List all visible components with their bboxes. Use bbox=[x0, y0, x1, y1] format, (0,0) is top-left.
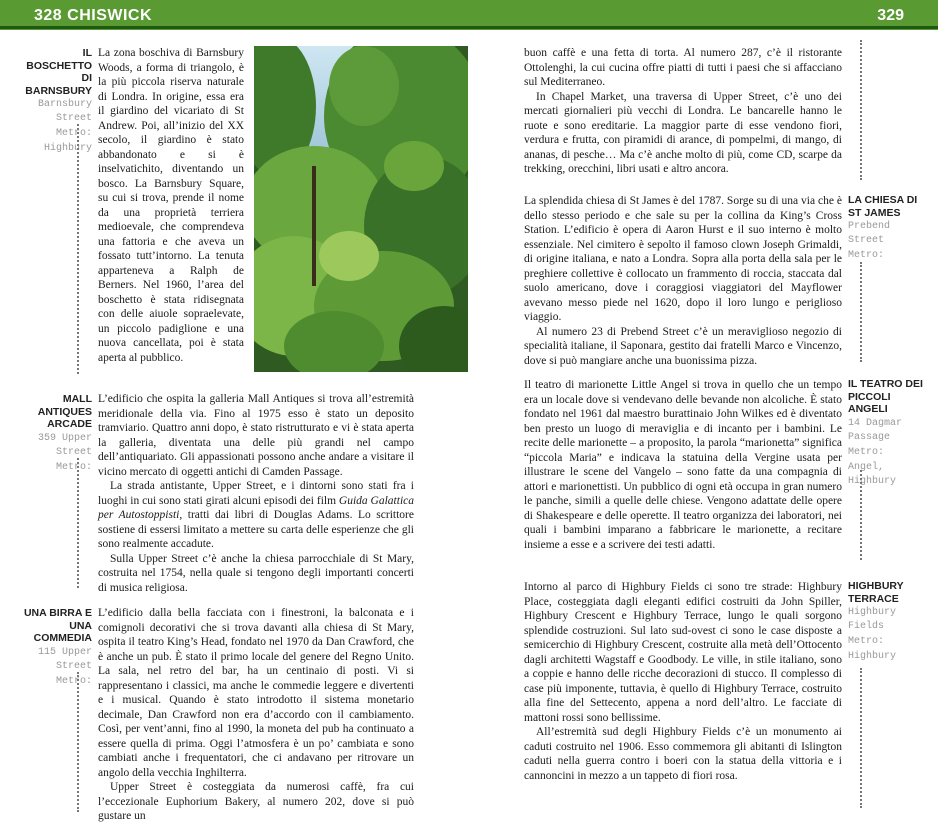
paragraph: La zona boschiva di Barnsbury Woods, a forma di triangolo, è la più piccola riserva naturale di Londra. In origine, essa era il giardino del vicariato di St Andrew. Poi, all’inizio del XX secolo, il giardino è stato abbandonato e si è inselvatichito, diventando un bosco. La Barnsbury Square, su cui si trova, prende il nome da una proprietà terriera medioevale, che comprendeva una fattoria e che aveva un fossato tutt’intorno. La tenuta apparteneva a Ralph de Berners. Nel 1960, l’area del boschetto è stata ridisegnata con delle aiuole sopraelevate, un piccolo padiglione e una nuova cancellata, poi è stata aperta al pubblico. bbox=[98, 47, 244, 364]
paragraph: L’edificio dalla bella facciata con i finestroni, la balconata e i comignoli decorativi che si trova davanti alla chiesa di St Mary, ospita il teatro King’s Head, fondato nel 1970 da Dan Crawford, che è anche un pub. È stato il primo locale del genere del Regno Unito. La sala, nel retro del bar, ha un centinaio di posti. Vi si rappresentano i classici, ma anche le commedie leggere e divertenti e i musical. Quando è stato introdotto il sistema monetario decimale, Dan Crawford non era d’accordo con il cambiamento. Così, per vent’anni, fino al 1990, la moneta del pub ha continuato a essere quella di prima. Oggi l’atmosfera è un po’ cambiata e sono cambiati anche i frequentatori, che ci andavano per ritrovare un angolo della vecchia Inghilterra. bbox=[98, 607, 414, 779]
dotted-rule bbox=[77, 458, 79, 588]
entry-metro-label: Metro: bbox=[55, 128, 92, 139]
dotted-rule bbox=[860, 470, 862, 560]
entry-address: Prebend Street bbox=[848, 221, 891, 246]
paragraph: Sulla Upper Street c’è anche la chiesa parrocchiale di St Mary, costruita nel 1754, nella quale si tengono degli importanti concerti di musica religiosa. bbox=[98, 552, 414, 594]
trees-photo bbox=[254, 46, 468, 372]
paragraph: Upper Street è costeggiata da numerosi caffè, fra cui l’eccezionale Euphorium Bakery, al numero 202, dove si può gustare un bbox=[98, 781, 414, 822]
entry-metro-label: Metro: bbox=[55, 461, 92, 473]
entry-title: IL BOSCHETTO DI BARNSBURY bbox=[25, 47, 92, 97]
entry-body-james bbox=[524, 194, 842, 368]
entry-address: 115 Upper Street bbox=[37, 646, 92, 672]
dotted-rule bbox=[860, 668, 862, 808]
entry-address: Highbury Fields bbox=[848, 607, 897, 632]
header-rule bbox=[0, 26, 938, 29]
paragraph: Al numero 23 di Prebend Street c’è un meraviglioso negozio di specialità italiane, il Saponara, gestito dai fratelli Marco e Vincenzo, dove si può mangiare anche una buonissima pizza. bbox=[524, 325, 842, 367]
sidebar-boschetto bbox=[22, 47, 92, 156]
dotted-rule bbox=[77, 124, 79, 374]
paragraph: La splendida chiesa di St James è del 1787. Sorge su di una via che è dello stesso periodo e che sale su per la collina da King’s Cross Station. L’edificio è opera di Aaron Hurst e il suo interno è molto essenziale. Nel cimitero è sepolto il famoso clown Joseph Grimaldi, di origine italiana, e nato a Londra. Sopra alla porta della sala per le preghiere collettive è collocato un frammento di roccia, staccata dal suolo americano, dove i coraggiosi viaggiatori del Mayflower avevano messo piede nel 1620, dopo il loro lungo e periglioso viaggio. bbox=[524, 195, 842, 323]
paragraph: buon caffè e una fetta di torta. Al numero 287, c’è il ristorante Ottolenghi, la cui cucina offre piatti di tutti i paesi che si affacciano sul Mediterraneo. bbox=[524, 47, 842, 88]
entry-title: UNA BIRRA E UNA COMMEDIA bbox=[23, 607, 92, 644]
entry-body-mall bbox=[98, 392, 414, 595]
entry-body-teatro bbox=[524, 378, 842, 552]
dotted-rule bbox=[860, 40, 862, 180]
sidebar-mall bbox=[22, 393, 92, 475]
left-page-number-title: 328 CHISWICK bbox=[34, 7, 153, 24]
text-run: , tratti dai libri di Douglas Adams. Lo scrittore sostiene di essersi limitato a mettere su carta delle esperienze che gli sono realmente accadute. bbox=[98, 509, 414, 550]
entry-address: Barnsbury Street bbox=[37, 99, 92, 124]
dotted-rule bbox=[77, 672, 79, 812]
sidebar-terrace bbox=[848, 580, 928, 664]
right-page-number: 329 bbox=[877, 7, 904, 24]
entry-title: IL TEATRO DEI PICCOLI ANGELI bbox=[848, 378, 923, 415]
entry-body-birra bbox=[98, 606, 414, 824]
paragraph: Il teatro di marionette Little Angel si trova in quello che un tempo era un locale dove si vendevano delle bevande non alcoliche. È stato fondato nel 1961 dal maestro burattinaio John Wilkes ed è diventato ben presto un luogo di meraviglia e di incanto per i bambini. Le recite delle marionette – a proposito, la parola “marionetta” significa “piccola Maria” e indicava la statuina della Vergine usata per illustrare le scene del Vangelo – sono fatte da una compagnia di attori e marionettisti. Un pubblico di ogni età occupa in gran numero le panche, simili a quelle delle chiese. Vengono adattate delle opere di Shakespeare e delle operette. Il teatro organizza dei laboratori, nei quali i bambini imparano a fabbricare le marionette, a recitare insieme a esse e a scrivere dei testi adatti. bbox=[524, 379, 842, 551]
entry-metro: Angel, Highbury bbox=[848, 461, 897, 487]
sidebar-birra bbox=[22, 607, 92, 689]
entry-metro-label: Metro: bbox=[848, 636, 885, 647]
paragraph bbox=[98, 479, 414, 552]
paragraph: L’edificio che ospita la galleria Mall Antiques si trova all’estremità meridionale della via. Fino al 1975 esso è stato un deposito tramviario. Quattro anni dopo, è stato ristrutturato e vi è stata aperta la galleria, diventata una delle più grandi nel campo dell’antiquariato. Gli appassionati possono anche andare a visitare il vicino mercato di oggetti antichi di Camden Passage. bbox=[98, 393, 414, 478]
text-run: La strada antistante, Upper Street, e i dintorni sono stati fra i luoghi in cui sono stati girati alcuni episodi dei film bbox=[98, 480, 414, 507]
entry-metro-label: Metro: bbox=[848, 446, 885, 458]
entry-metro: Highbury bbox=[43, 143, 92, 154]
entry-body-terrace bbox=[524, 580, 842, 783]
entry-metro: Highbury bbox=[848, 651, 897, 662]
trees-photo-image bbox=[254, 46, 468, 372]
entry-address: 359 Upper Street bbox=[37, 432, 92, 458]
entry-address: 14 Dagmar Passage bbox=[848, 417, 903, 443]
book-title: Guida Galattica per Autostoppisti bbox=[98, 494, 414, 521]
entry-title: LA CHIESA DI ST JAMES bbox=[848, 194, 918, 219]
entry-title: HIGHBURY TERRACE bbox=[848, 580, 904, 605]
sidebar-james bbox=[848, 194, 928, 263]
dotted-rule bbox=[860, 262, 862, 362]
entry-body-birra-continued bbox=[524, 46, 842, 177]
entry-body-boschetto bbox=[98, 46, 244, 365]
paragraph: Intorno al parco di Highbury Fields ci sono tre strade: Highbury Place, costeggiata dagli eleganti edifici costruiti da John Spiller, Highbury Crescent e Highbury Terrace, lungo le quali sorgono splendide costruzioni. Sul lato sud-ovest ci sono le case disposte a semicerchio di Highbury Crescent, costruite alla metà dell’Ottocento dagli architetti Wagstaff e Goodbody. Le ville, in stile italiano, sono a coppie e hanno delle ricche decorazioni di stucco. Il complesso di case più imponente, tuttavia, è quello di Highbury Terrace, costruito alla fine del Settecento, appena a nord dell’altro. Le facciate di mattoni rossi sono bellissime. bbox=[524, 581, 842, 724]
paragraph: In Chapel Market, una traversa di Upper Street, c’è uno dei mercati giornalieri più vecchi di Londra. Le bancarelle hanno le ruote e sono ereditarie. La maggior parte di esse vendono fiori, verdura e frutta, con piramidi di arance, di pompelmi, di mango, di ananas, di pesche… Ma c’è anche molto di più, come CD, scarpe da trekking, orecchini, libri usati e altro ancora. bbox=[524, 90, 842, 175]
paragraph: All’estremità sud degli Highbury Fields c’è un monumento ai caduti costruito nel 1906. Esso commemora gli abitanti di Islington caduti nella guerra contro i boeri con la statua della vittoria e i cannoncini in mezzo a un tappeto di fiori rosa. bbox=[524, 726, 842, 782]
entry-metro-label: Metro: bbox=[848, 250, 885, 261]
entry-metro-label: Metro: bbox=[55, 675, 92, 687]
page-header bbox=[0, 0, 938, 30]
entry-title: MALL ANTIQUES ARCADE bbox=[37, 393, 92, 430]
